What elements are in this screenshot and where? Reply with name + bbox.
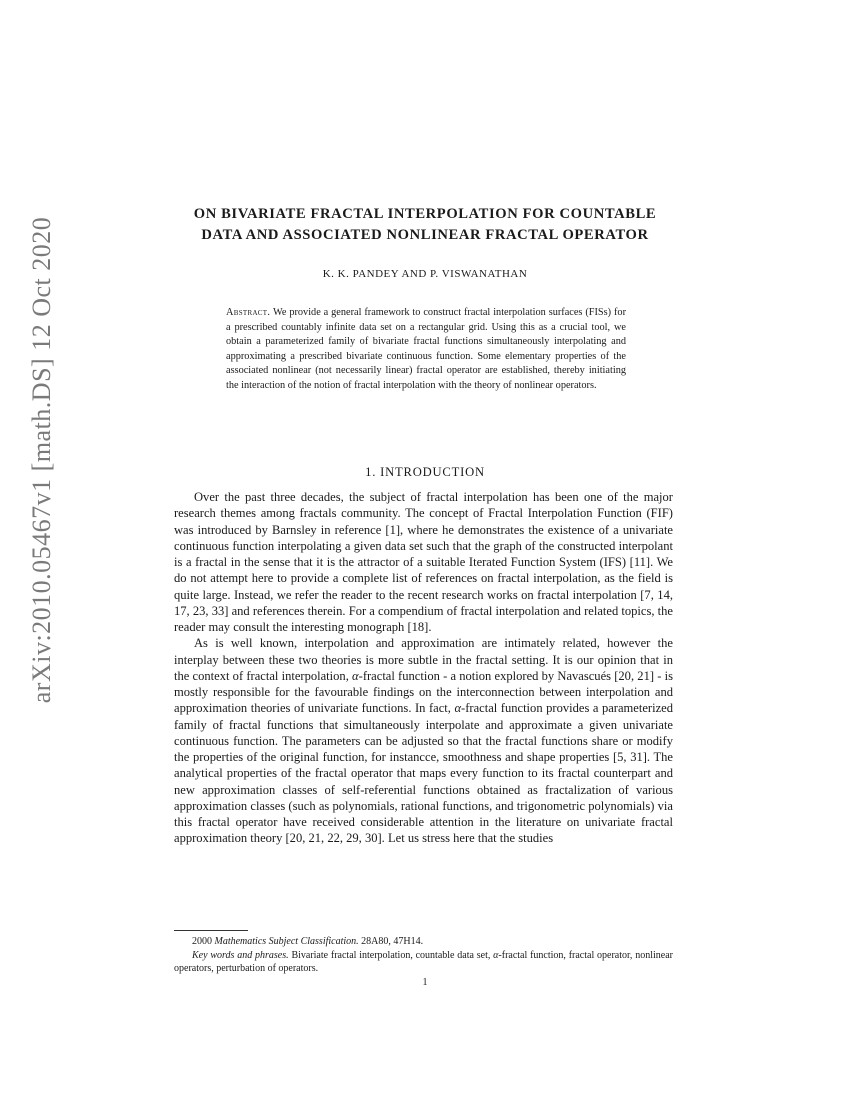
footnote-msc xyxy=(174,935,673,949)
footnote-keywords xyxy=(174,949,673,976)
authors: K. K. PANDEY AND P. VISWANATHAN xyxy=(322,268,528,280)
abstract-label: Abstract. xyxy=(226,307,271,318)
msc-label: Mathematics Subject Classification. xyxy=(214,936,359,947)
msc-codes: 28A80, 47H14. xyxy=(358,936,424,947)
msc-year: 2000 xyxy=(192,936,215,947)
arxiv-sidebar xyxy=(22,216,62,704)
paragraph-2-part-b: -fractal function - a notion explored by Navascués [20, 21] - is mostly responsible for the favourable findings on the interconnection between interpolation and approximation theories of univariate functions. In fact, xyxy=(174,668,673,716)
paragraph-1: Over the past three decades, the subject of fractal interpolation has been one of the major research themes among fractals community. The concept of Fractal Interpolation Function (FIF) was introduced by Barnsley in reference [1], where he demonstrates the existence of a univariate continuous function interpolating a given data set such that the graph of the constructed interpolant is a fractal in the sense that it is the attractor of a suitable Iterated Function System (IFS) [11]. We do not attempt here to provide a complete list of references on fractal interpolation, as the field is quite large. Instead, we refer the reader to the recent research works on fractal interpolation [7, 14, 17, 23, 33] and references therein. For a compendium of fractal interpolation and related topics, the reader may consult the interesting monograph [18]. xyxy=(174,490,673,634)
title-line-2: DATA AND ASSOCIATED NONLINEAR FRACTAL OPERATOR xyxy=(201,227,649,243)
abstract-text: We provide a general framework to construct fractal interpolation surfaces (FISs) for a prescribed countably infinite data set on a rectangular grid. Using this as a crucial tool, we obtain a parameterized family of bivariate fractal functions simultaneously interpolating and approximating a prescribed bivariate continuous function. Some elementary properties of the associated nonlinear (not necessarily linear) fractal operator are established, thereby initiating the interaction of the notion of fractal interpolation with the theory of nonlinear operators. xyxy=(226,307,627,391)
keywords-part-a: Bivariate fractal interpolation, countable data set, xyxy=(288,949,494,961)
keywords-part-b: -fractal function, fractal operator, nonlinear operators, perturbation of operators. xyxy=(174,949,673,974)
arxiv-identifier: arXiv:2010.05467v1 [math.DS] 12 Oct 2020 xyxy=(27,216,56,704)
paragraph-2 xyxy=(174,635,673,846)
alpha-symbol: α xyxy=(493,949,499,961)
section-heading-introduction: 1. INTRODUCTION xyxy=(365,465,485,479)
paragraph-2-part-c: -fractal function provides a parameterized family of fractal functions that simultaneously interpolate and approximate a given univariate continuous function. The parameters can be adjusted so that the fractal functions share or modify the properties of the original function, for instancce, smoothness and shape properties [5, 31]. The analytical properties of the fractal operator that maps every function to its fractal counterpart and new approximation classes of self-referential functions obtained as fractalization of various approximation classes (such as polynomials, rational functions, and trigonometric polynomials) via this fractal operator have received considerable attention in the literature on univariate fractal approximation theory [20, 21, 22, 29, 30]. Let us stress here that the studies xyxy=(174,701,673,846)
paper-title xyxy=(150,204,700,246)
keywords-label: Key words and phrases. xyxy=(192,949,289,961)
footnote-divider xyxy=(174,930,248,931)
abstract xyxy=(226,306,626,394)
title-line-1: ON BIVARIATE FRACTAL INTERPOLATION FOR COUNTABLE xyxy=(193,206,657,222)
alpha-symbol: α xyxy=(352,668,359,683)
footnotes xyxy=(174,935,673,976)
alpha-symbol: α xyxy=(454,701,462,716)
page-number: 1 xyxy=(422,977,428,988)
introduction-body xyxy=(174,489,673,847)
paragraph-2-part-a: As is well known, interpolation and approximation are intimately related, however the interplay between these two theories is more subtle in the fractal setting. It is our opinion that in the context of fractal interpolation, xyxy=(174,636,673,683)
